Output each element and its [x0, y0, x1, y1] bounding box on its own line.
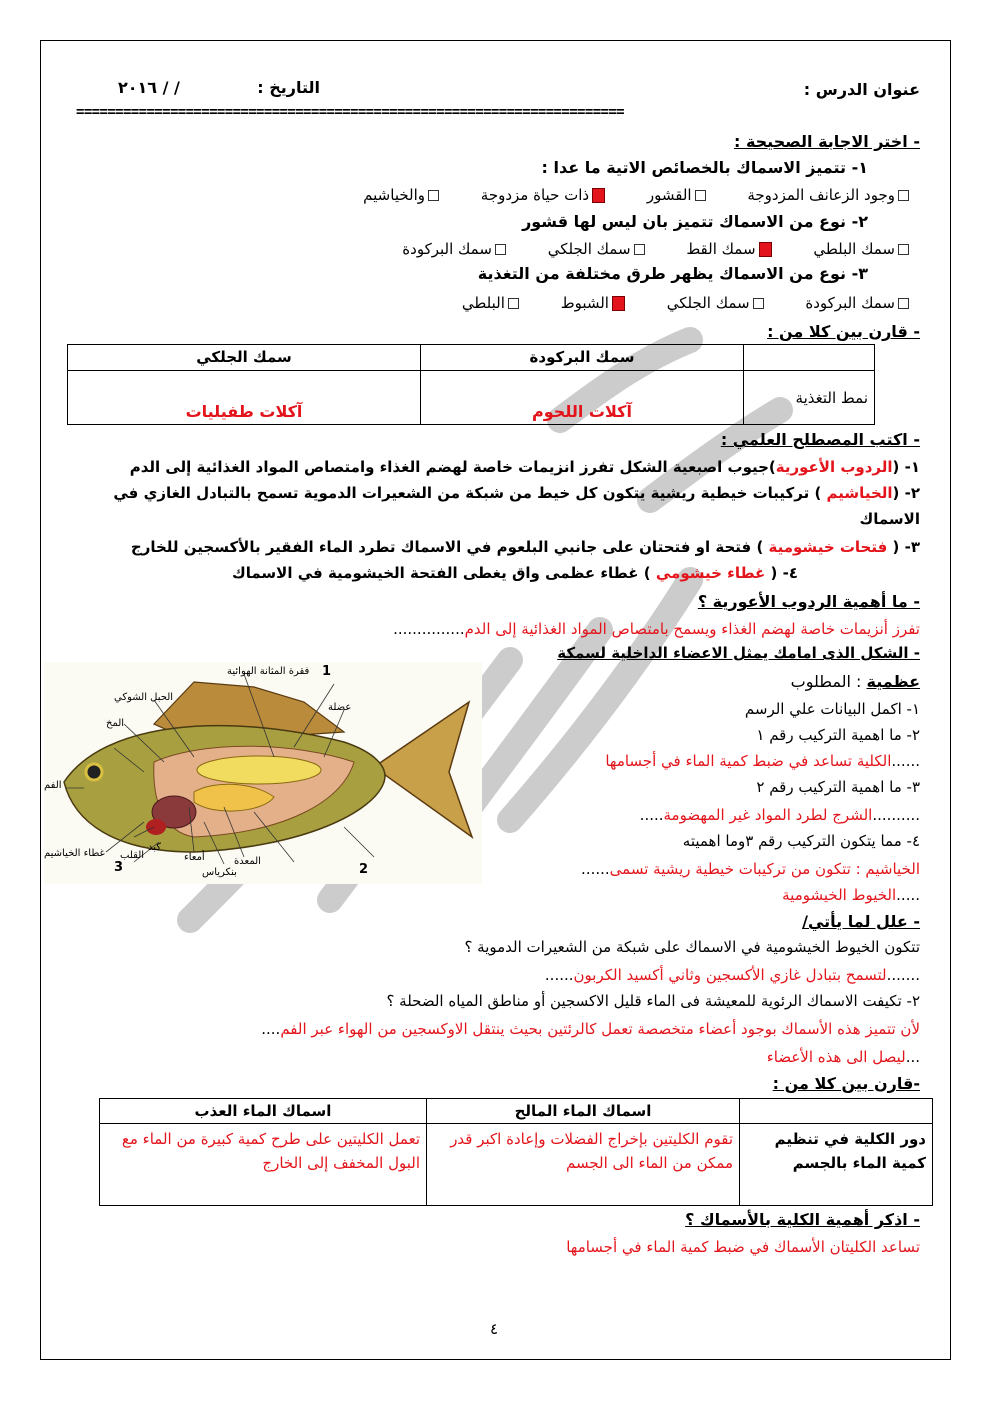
checkbox-1-2[interactable]	[695, 190, 706, 201]
checkbox-2-4[interactable]	[495, 244, 506, 255]
option-2-1: سمك البلطي	[813, 240, 912, 258]
option-3-4: البلطي	[462, 294, 522, 312]
option-3-3: الشبوط	[561, 294, 628, 312]
label-liver: كبد	[148, 842, 162, 853]
option-1-2: القشور	[647, 186, 709, 204]
lesson-title-label: عنوان الدرس :	[803, 80, 920, 99]
checkbox-2-1[interactable]	[898, 244, 909, 255]
reason-a2-line2: ...ليصل الى هذه الأعضاء	[766, 1048, 920, 1066]
fish-type: عظمية	[866, 672, 920, 691]
swim-bladder	[197, 756, 321, 784]
label-muscle: عضلة	[328, 702, 352, 713]
label-heart: القلب	[120, 850, 145, 861]
tail-fin	[374, 702, 472, 837]
figure-title: - الشكل الذى امامك يمثل الاعضاء الداخلية لسمكة	[557, 644, 920, 662]
reason-q2: ٢- تكيفت الاسماك الرئوية للمعيشة فى الماء قليل الاكسجين أو مناطق المياه الضحلة ؟	[386, 992, 920, 1010]
label-brain: المخ	[106, 718, 125, 729]
question-1-options	[329, 186, 912, 204]
reason-a2-line1: لأن تتميز هذه الأسماك بوجود أعضاء متخصصة تعمل كالرئتين بحيث ينتقل الاوكسجين من الهواء عبر الفم....	[261, 1020, 920, 1038]
figure-a2: ......الكلية تساعد في ضبط كمية الماء في أجسامها	[605, 752, 920, 770]
question-2: ٢- نوع من الاسماك تتميز بان ليس لها قشور	[522, 212, 868, 231]
compare-2-answer1: تقوم الكليتين بإخراج الفضلات وإعادة اكبر قدر ممكن من الماء الى الجسم	[427, 1124, 740, 1206]
checkbox-2-3[interactable]	[634, 244, 645, 255]
reasons-title: - علل لما يأتي/	[802, 912, 920, 931]
figure-q2: ٢- ما اهمية التركيب رقم ١	[756, 726, 920, 744]
compare-2-corner	[740, 1099, 933, 1124]
option-2-2: سمك القط	[686, 240, 774, 258]
compare-2-col1: اسماك الماء المالح	[427, 1099, 740, 1124]
checkbox-1-4[interactable]	[428, 190, 439, 201]
term-4: ٤- ( غطاء خيشومي ) غطاء عظمى واق يغطى الفتحة الخيشومية في الاسماك	[232, 564, 798, 582]
term-3: ٣- ( فتحات خيشومية ) فتحة او فتحتان على جانبي البلعوم في الاسماك تطرد الماء الفقير بالأكسجين للخارج	[130, 538, 920, 556]
option-3-1: سمك البركودة	[805, 294, 912, 312]
figure-q1: ١- اكمل البيانات علي الرسم	[744, 700, 920, 718]
importance-1-answer: تفرز أنزيمات خاصة لهضم الغذاء ويسمح بامتصاص المواد الغذائية إلى الدم...............	[393, 620, 920, 638]
option-1-4: والخياشيم	[363, 186, 442, 204]
option-1-3: ذات حياة مزدوجة	[481, 186, 608, 204]
compare-1-table	[67, 344, 875, 425]
compare-1-row-label: نمط التغذية	[744, 371, 875, 425]
figure-a3: ..........الشرج لطرد المواد غير المهضومة.....	[639, 806, 920, 824]
option-1-1: وجود الزعانف المزدوجة	[747, 186, 912, 204]
compare-1-corner	[744, 345, 875, 371]
figure-q3: ٣- ما اهمية التركيب رقم ٢	[756, 778, 920, 796]
checkbox-1-3-selected[interactable]	[592, 188, 605, 203]
reason-a1: .......لتسمح بتبادل غازي الأكسجين وثاني أكسيد الكربون......	[544, 966, 920, 984]
checkbox-2-2-selected[interactable]	[759, 242, 772, 257]
compare-1-answer1: آكلات اللحوم	[421, 371, 744, 425]
reason-q1: تتكون الخيوط الخيشومية في الاسماك على شبكة من الشعيرات الدموية ؟	[464, 938, 920, 956]
section-title-choose: - اختر الاجابة الصحيحة :	[733, 132, 920, 151]
option-2-4: سمك البركودة	[402, 240, 509, 258]
checkbox-3-1[interactable]	[898, 298, 909, 309]
label-number-3: 3	[114, 860, 124, 875]
figure-q4: ٤- مما يتكون التركيب رقم ٣وما اهميته	[682, 832, 920, 850]
label-mouth: الفم	[44, 780, 62, 791]
checkbox-3-4[interactable]	[508, 298, 519, 309]
compare-1-col1: سمك البركودة	[421, 345, 744, 371]
option-2-3: سمك الجلكي	[548, 240, 648, 258]
compare-2-answer2: تعمل الكليتين على طرح كمية كبيرة من الماء مع البول المخفف إلى الخارج	[100, 1124, 427, 1206]
label-intestine: أمعاء	[184, 852, 205, 863]
compare-1-title: - قارن بين كلا من :	[767, 322, 920, 341]
importance-2-question: - اذكر أهمية الكلية بالأسماك ؟	[685, 1210, 920, 1229]
date-label: التاريخ :	[257, 78, 320, 97]
figure-a4-line2: .....الخيوط الخيشومية	[782, 886, 920, 904]
importance-1-question: - ما أهمية الردوب الأعورية ؟	[697, 592, 920, 611]
compare-2-table	[99, 1098, 933, 1206]
term-2-continued: الاسماك	[859, 510, 920, 528]
compare-2-row-label: دور الكلية في تنظيم كمية الماء بالجسم	[740, 1124, 933, 1206]
date-value: / / ٢٠١٦	[118, 78, 180, 97]
compare-2-col2: اسماك الماء العذب	[100, 1099, 427, 1124]
compare-2-title: -قارن بين كلا من :	[772, 1074, 920, 1093]
fish-drawing	[44, 662, 482, 884]
compare-1-answer2: آكلات طفيليات	[68, 371, 421, 425]
label-spine: الحبل الشوكي	[114, 692, 174, 703]
heart-shape	[146, 819, 166, 835]
label-stomach: المعدة	[234, 856, 261, 867]
label-gill-cover: غطاء الخياشيم	[44, 848, 105, 859]
question-3-options	[428, 294, 912, 312]
label-number-1: 1	[322, 664, 332, 679]
question-3: ٣- نوع من الاسماك يظهر طرق مختلفة من التغذية	[477, 264, 868, 283]
separator-line: ======================================================================	[76, 104, 625, 120]
checkbox-1-1[interactable]	[898, 190, 909, 201]
label-number-2: 2	[359, 862, 369, 877]
page-number: ٤	[490, 1320, 499, 1338]
term-2: ٢- (الخياشيم ) تركيبات خيطية ريشية يتكون كل خيط من شبكة من الشعيرات الدموية تسمح بالتبادل الغازي في	[113, 484, 920, 502]
eye	[86, 764, 102, 780]
checkbox-3-3-selected[interactable]	[612, 296, 625, 311]
term-1: ١- (الردوب الأعورية)جيوب اصبعية الشكل تفرز انزيمات خاصة لهضم الغذاء وامتصاص المواد الغذائية إلى الدم	[129, 458, 920, 476]
importance-2-answer: تساعد الكليتان الأسماك في ضبط كمية الماء في أجسامها	[566, 1238, 920, 1256]
label-pancreas: بنكرياس	[202, 867, 237, 878]
compare-1-col2: سمك الجلكي	[68, 345, 421, 371]
option-3-2: سمك الجلكي	[667, 294, 767, 312]
terms-title: - اكتب المصطلح العلمي :	[720, 430, 920, 449]
question-1: ١- تتميز الاسماك بالخصائص الاتية ما عدا :	[541, 158, 868, 177]
fish-type-line: عظمية : المطلوب	[790, 672, 920, 691]
label-swim-bladder: فقرة المثانة الهوائية	[227, 666, 310, 677]
checkbox-3-2[interactable]	[753, 298, 764, 309]
figure-a4-line1: الخياشيم : تتكون من تركيبات خيطية ريشية تسمى......	[581, 860, 920, 878]
fish-diagram	[44, 662, 482, 884]
question-2-options	[368, 240, 912, 258]
